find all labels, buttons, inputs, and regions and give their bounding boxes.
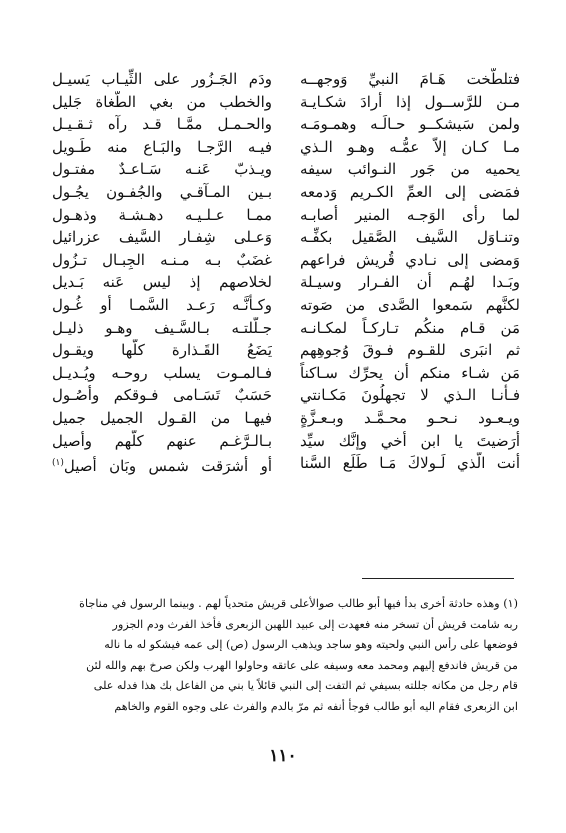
- verse-second-hemistich: وكـأنَّـه رَعـد السَّمـا أو غُـول: [52, 295, 272, 314]
- footnote-line: ابن الزبعرى فقام اليه أبو طالب فوجأ أنفه ثم مرّ بالدم والفرث على وجوه القوم والخاهم: [114, 699, 518, 713]
- verse-first-hemistich: مـا كـان إلاّ عمُّـه وهـو الـذي: [300, 137, 520, 156]
- verse-second-hemistich: فـالمـوت يسلب روحـه ويُـديـل: [52, 363, 272, 382]
- verse-second-hemistich: والخطب من بغي الطُّغاة جَليل: [52, 92, 272, 111]
- verse-first-hemistich: ولمن سَيشكــو حـالَـه وهمـومَـه: [300, 115, 520, 134]
- verse-second-hemistich: جـلَّلتـه بـالسَّـيف وهـو ذليـل: [52, 318, 272, 337]
- verse-first-hemistich: فـأنـا الـذي لا تجهلُونَ مَكـانتي: [300, 386, 520, 405]
- verse-first-hemistich: ويـعـود نـحـو محـمَّـد وبـعـزَّةٍ: [300, 408, 520, 427]
- footnote-line: (١) وهذه حادثة أخرى بدأ فيها أبو طالب صوالأعلى قريش متحدياً لهم . وبينما الرسول في مناجاة: [79, 597, 518, 610]
- verse-first-hemistich: أنت الَّذي لَـولاكَ مَـا طَلَع السَّنا: [300, 454, 520, 473]
- verse-second-hemistich: فيهـا من القـول الجميل جميل: [52, 408, 272, 427]
- verse-second-hemistich: ممـا عـلـيـه دهـشـة وذهـول: [52, 205, 272, 224]
- verse-first-hemistich: أرَضيتَ يا ابن أخي وإنَّك سيِّد: [300, 431, 520, 450]
- verse-first-hemistich: وبَـدا لهُـم أن الفـرار وسيـلة: [300, 273, 520, 292]
- verse-first-hemistich: مـن للرَّســول إذا أرادَ شكـايـة: [300, 92, 520, 111]
- verse-first-hemistich: فمَضى إلى العمِّ الكـريم وَدمعه: [300, 182, 520, 201]
- footnote-line: من قريش فاندفع إليهم ومحمد معه وسيفه على عاتقه وحاولوا الهرب ولكن صرخ بهم والله لئن: [86, 658, 518, 672]
- verse-first-hemistich: يحميه من جَور النـوائب سيفه: [300, 160, 520, 179]
- footnote-line: قام رجل من مكانه جللته بسيفي ثم التفت إلى النبي قائلاً يا بني من الفاعل بك هذا فدله على: [93, 679, 518, 693]
- verse-second-hemistich: لخلاصهم إذ ليس عَنه بَـديل: [52, 273, 272, 292]
- verse-first-hemistich: وتنـاوَل السَّيف الصَّقيل بكفِّـه: [300, 228, 520, 247]
- verse-first-hemistich: فتلطَّخت هَـامَ النبيِّ وَوجهــه: [300, 70, 520, 88]
- verse-second-hemistich: ودَم الجَـزُور على الثِّيـاب يَسيـل: [52, 70, 272, 88]
- poem-right-column: [300, 68, 520, 475]
- verse-first-hemistich: وَمضى إلى نـادي قُريش فراعهم: [300, 250, 520, 269]
- poem-body: [52, 68, 520, 568]
- poem-left-column: [52, 68, 272, 475]
- footnote-line: ربه شامت قريش أن تسخر منه فعهدت إلى عبيد اللهبن الزبعرى فأخذ الفرث ودم الجزور: [112, 617, 518, 631]
- verse-text: أو أشرَقت شمس وبَان أصيل: [63, 457, 272, 475]
- verse-second-hemistich: ويـذبّ عَنـه سَـاعـدٌ مفتـول: [52, 160, 272, 179]
- verse-first-hemistich: لكنَّهم سَمعوا الصَّدى من صَوته: [300, 295, 520, 314]
- verse-first-hemistich: مَن قـام منكُم تـاركـاً لمكـانـه: [300, 318, 520, 337]
- verse-second-hemistich: وَعـلى شِفـار السَّيف عزرائيل: [52, 228, 272, 247]
- footnote-divider: [362, 578, 514, 579]
- verse-first-hemistich: مَن شـاء منكم أن يحرِّك سـاكناً: [300, 363, 520, 382]
- verse-second-hemistich: غضَبٌ بـه مـنـه الجِبـال تـزُول: [52, 250, 272, 269]
- verse-second-hemistich-last: [52, 452, 272, 475]
- verse-second-hemistich: والحـمـل ممَّـا قـد رآه ثـقـيـل: [52, 115, 272, 134]
- verse-second-hemistich: بـالـرَّغـم عنهم كلُّهم وأصيل: [52, 431, 272, 450]
- footnote-line: فوضعها على رأس النبي ولحيته وهو ساجد ويذهب الرسول (ص) إلى عمه فيشكو له ما ناله: [104, 638, 518, 652]
- footnote-marker: (١): [52, 458, 64, 469]
- verse-second-hemistich: يَضَعُ القَـذارة كلَّها ويقـول: [52, 341, 272, 360]
- verse-second-hemistich: فيـه الرَّجـا والبَـاع منه طَـويل: [52, 137, 272, 156]
- verse-second-hemistich: حَسَبٌ تَسَـامى فـوقكم وأصُـول: [52, 386, 272, 405]
- verse-second-hemistich: بـين المـآقـي والجُفـون يجُـول: [52, 182, 272, 201]
- verse-first-hemistich: لما رأى الوَجـه المنير أصابـه: [300, 205, 520, 224]
- footnote: [42, 594, 518, 718]
- page-number: ١١٠: [269, 746, 297, 766]
- verse-first-hemistich: ثم انبَرى للقـوم فـوقَ وُجوهِهم: [300, 341, 520, 360]
